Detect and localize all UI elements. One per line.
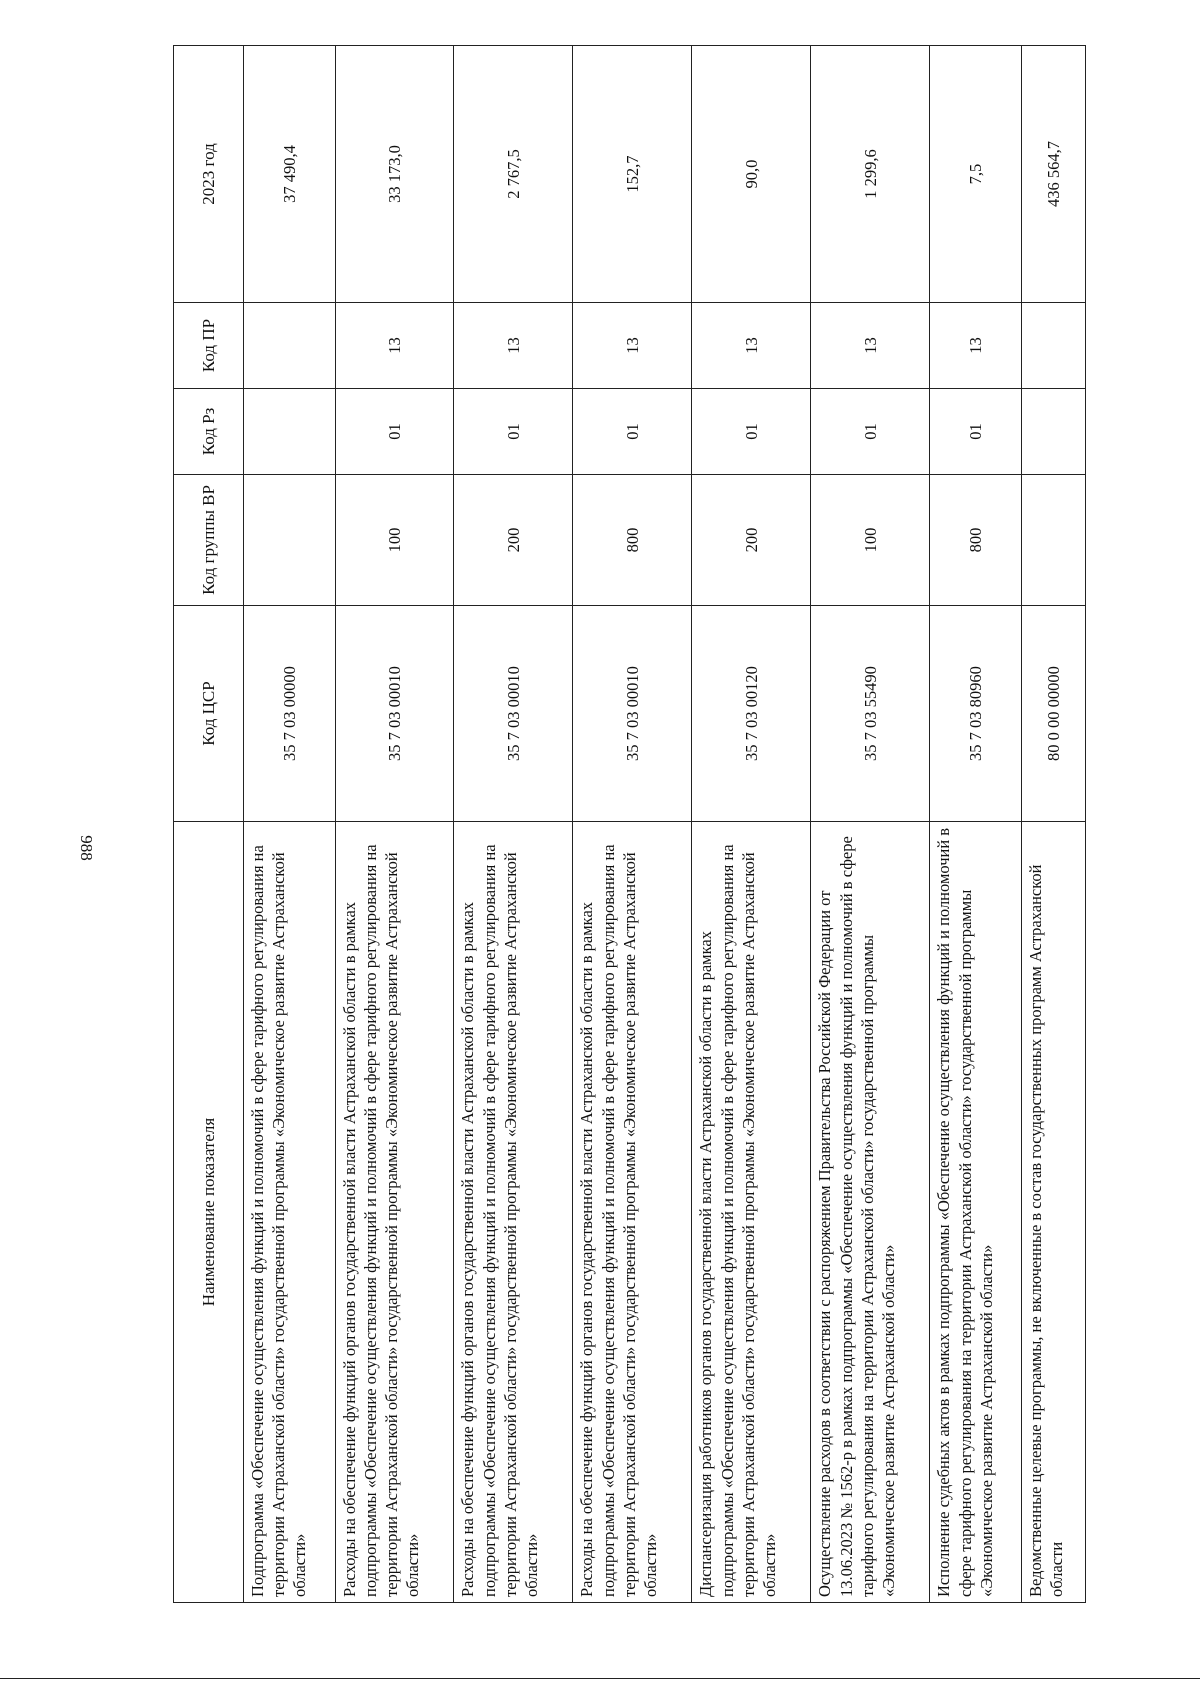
cell-name: Диспансеризация работников органов государственной власти Астраханской области в рамках подпрограммы «Обеспечение осуществления функций и полномочий в сфере тарифного регулирования на территории Астраханской области» государственной программы «Экономическое развитие Астраханской области»	[692, 822, 811, 1603]
cell-year: 152,7	[573, 46, 692, 303]
cell-csr: 35 7 03 00010	[573, 606, 692, 822]
table-row	[454, 46, 573, 1603]
cell-csr: 35 7 03 00010	[335, 606, 454, 822]
cell-rz: 01	[335, 389, 454, 475]
table-row	[573, 46, 692, 1603]
cell-vr: 100	[335, 475, 454, 606]
cell-pr	[244, 303, 336, 389]
header-year: 2023 год	[174, 46, 244, 303]
cell-vr: 100	[811, 475, 930, 606]
table-row	[1021, 46, 1085, 1603]
cell-csr: 35 7 03 00120	[692, 606, 811, 822]
cell-vr	[244, 475, 336, 606]
cell-csr: 80 0 00 00000	[1021, 606, 1085, 822]
cell-pr: 13	[573, 303, 692, 389]
cell-rz: 01	[454, 389, 573, 475]
header-vr: Код группы ВР	[174, 475, 244, 606]
cell-year: 37 490,4	[244, 46, 336, 303]
cell-csr: 35 7 03 80960	[930, 606, 1022, 822]
cell-rz: 01	[811, 389, 930, 475]
header-csr: Код ЦСР	[174, 606, 244, 822]
cell-year: 436 564,7	[1021, 46, 1085, 303]
cell-pr: 13	[454, 303, 573, 389]
cell-rz	[1021, 389, 1085, 475]
cell-pr: 13	[811, 303, 930, 389]
cell-rz	[244, 389, 336, 475]
header-pr: Код ПР	[174, 303, 244, 389]
cell-pr: 13	[692, 303, 811, 389]
page-number: 988	[77, 835, 96, 861]
cell-name: Исполнение судебных актов в рамках подпрограммы «Обеспечение осуществления функций и полномочий в сфере тарифного регулирования на территории Астраханской области» государственной программы «Экономическое развитие Астраханской области»	[930, 822, 1022, 1603]
cell-rz: 01	[573, 389, 692, 475]
cell-name: Подпрограмма «Обеспечение осуществления функций и полномочий в сфере тарифного регулирования на территории Астраханской области» государственной программы «Экономическое развитие Астраханской области»	[244, 822, 336, 1603]
cell-year: 33 173,0	[335, 46, 454, 303]
cell-name: Расходы на обеспечение функций органов государственной власти Астраханской области в рамках подпрограммы «Обеспечение осуществления функций и полномочий в сфере тарифного регулирования на территории Астраханской области» государственной программы «Экономическое развитие Астраханской области»	[573, 822, 692, 1603]
cell-year: 7,5	[930, 46, 1022, 303]
cell-name: Осуществление расходов в соответствии с распоряжением Правительства Российской Федерации от 13.06.2023 № 1562-р в рамках подпрограммы «Обеспечение осуществления функций и полномочий в сфере тарифного регулирования на территории Астраханской области» государственной программы «Экономическое развитие Астраханской области»	[811, 822, 930, 1603]
cell-csr: 35 7 03 55490	[811, 606, 930, 822]
cell-csr: 35 7 03 00010	[454, 606, 573, 822]
cell-vr: 200	[692, 475, 811, 606]
cell-name: Ведомственные целевые программы, не включенные в состав государственных программ Астраханской области	[1021, 822, 1085, 1603]
table-row	[335, 46, 454, 1603]
cell-vr: 800	[930, 475, 1022, 606]
cell-vr	[1021, 475, 1085, 606]
cell-vr: 200	[454, 475, 573, 606]
cell-csr: 35 7 03 00000	[244, 606, 336, 822]
header-name: Наименование показателя	[174, 822, 244, 1603]
cell-rz: 01	[692, 389, 811, 475]
cell-name: Расходы на обеспечение функций органов государственной власти Астраханской области в рамках подпрограммы «Обеспечение осуществления функций и полномочий в сфере тарифного регулирования на территории Астраханской области» государственной программы «Экономическое развитие Астраханской области»	[454, 822, 573, 1603]
table-row	[811, 46, 930, 1603]
cell-name: Расходы на обеспечение функций органов государственной власти Астраханской области в рамках подпрограммы «Обеспечение осуществления функций и полномочий в сфере тарифного регулирования на территории Астраханской области» государственной программы «Экономическое развитие Астраханской области»	[335, 822, 454, 1603]
cell-year: 2 767,5	[454, 46, 573, 303]
budget-table	[173, 45, 1086, 1603]
cell-year: 90,0	[692, 46, 811, 303]
rotated-table-wrapper	[173, 46, 1086, 1603]
table-row	[692, 46, 811, 1603]
cell-rz: 01	[930, 389, 1022, 475]
cell-pr	[1021, 303, 1085, 389]
cell-year: 1 299,6	[811, 46, 930, 303]
table-row	[244, 46, 336, 1603]
cell-pr: 13	[335, 303, 454, 389]
table-row	[930, 46, 1022, 1603]
budget-table-container	[173, 46, 1086, 1603]
header-rz: Код Рз	[174, 389, 244, 475]
table-header-row	[174, 46, 244, 1603]
page-bottom-rule	[0, 1678, 1200, 1679]
cell-pr: 13	[930, 303, 1022, 389]
cell-vr: 800	[573, 475, 692, 606]
